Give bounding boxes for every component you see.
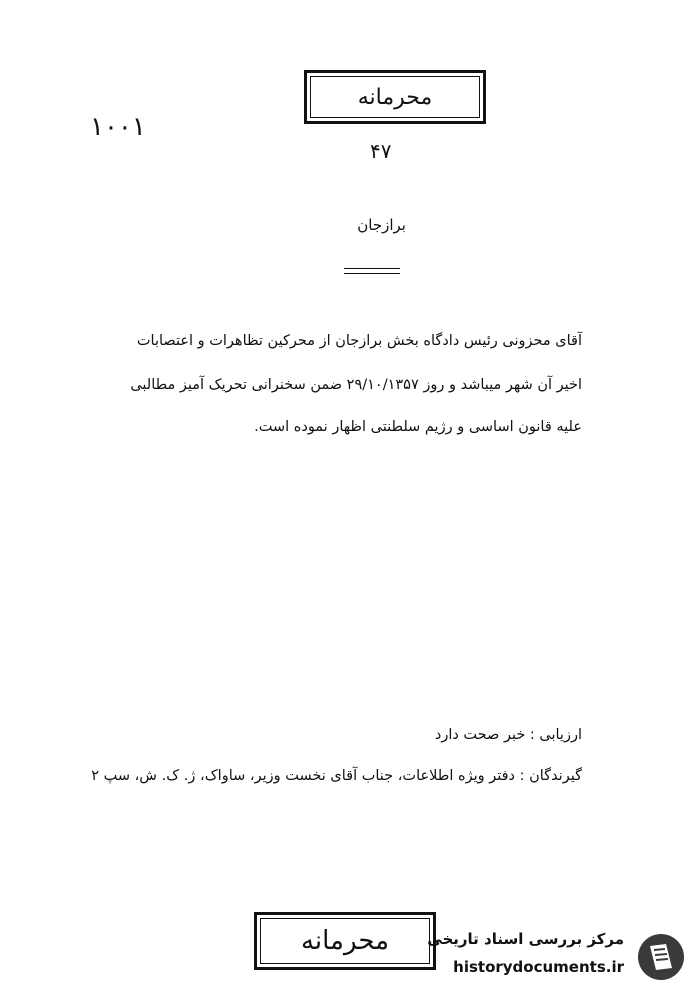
folio-number: ۴۷ bbox=[370, 139, 392, 163]
body-line-1: آقای محزونی رئیس دادگاه بخش برازجان از محرکین تظاهرات و اعتصابات bbox=[136, 333, 582, 349]
heading-underline bbox=[344, 268, 400, 274]
watermark-url[interactable]: historydocuments.ir bbox=[453, 958, 624, 976]
body-line-3: علیه قانون اساسی و رژیم سلطنتی اظهار نموده است. bbox=[254, 419, 582, 435]
classification-stamp-bottom-text: محرمانه bbox=[260, 918, 430, 964]
body-line-2: اخیر آن شهر میباشد و روز ۲۹/۱۰/۱۳۵۷ ضمن سخنرانی تحریک آمیز مطالبی bbox=[130, 377, 582, 393]
classification-stamp-top bbox=[304, 70, 486, 124]
subject-heading: برازجان bbox=[357, 216, 406, 234]
document-archive-icon bbox=[636, 932, 686, 982]
document-number: ۱۰۰۱ bbox=[90, 112, 146, 142]
classification-stamp-top-text: محرمانه bbox=[310, 76, 480, 118]
assessment-line: ارزیابی : خبر صحت دارد bbox=[434, 727, 582, 743]
archive-watermark bbox=[416, 926, 686, 986]
watermark-title: مرکز بررسی اسناد تاریخی bbox=[427, 930, 624, 948]
classification-stamp-bottom bbox=[254, 912, 436, 970]
recipients-line: گیرندگان : دفتر ویژه اطلاعات، جناب آقای نخست وزیر، ساواک، ژ. ک. ش، سپ ۲ bbox=[91, 768, 582, 784]
